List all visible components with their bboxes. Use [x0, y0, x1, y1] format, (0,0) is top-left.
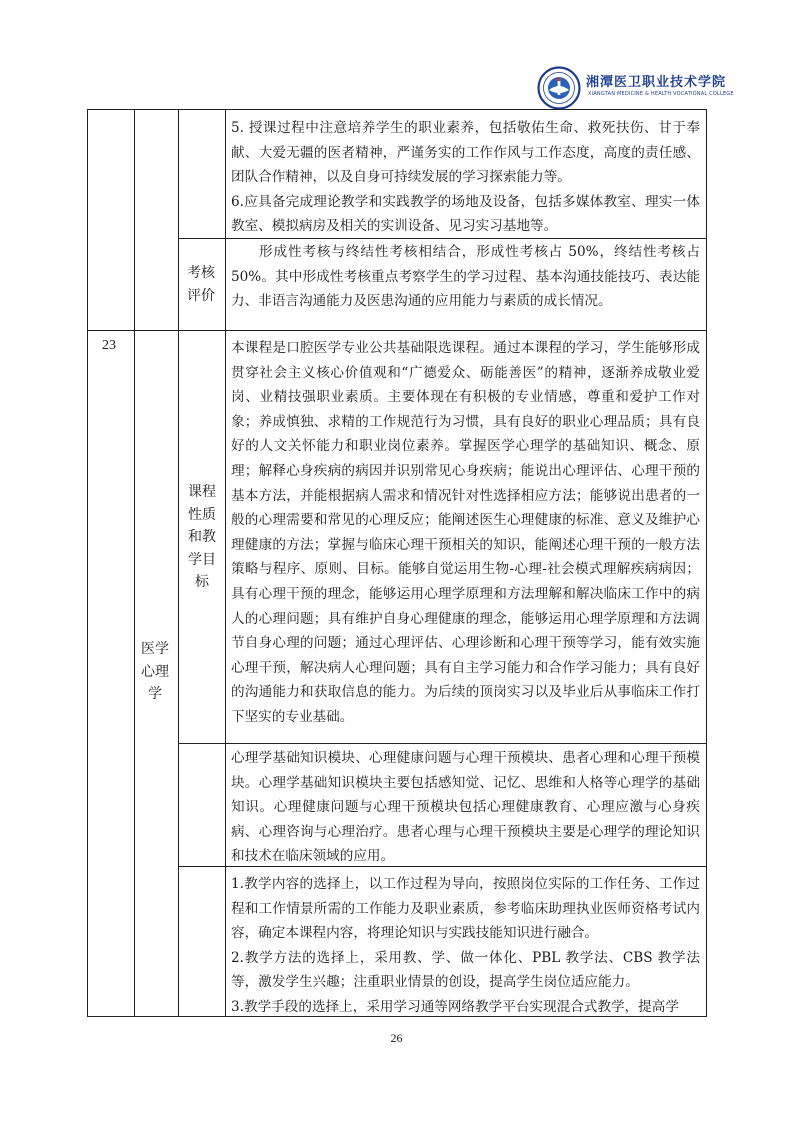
nature-and-goals-label: 课程 性质 和教 学目 标: [188, 484, 216, 590]
row-divider-3: [178, 743, 707, 744]
row-number: 23: [102, 338, 116, 353]
requirement-item: 3.教学手段的选择上，采用学习通等网络教学平台实现混合式教学，提高学: [231, 998, 679, 1015]
row-divider-2: [88, 330, 707, 331]
teaching-requirements-cell: [231, 116, 700, 239]
nature-and-goals-text: 本课程是口腔医学专业公共基础限选课程。通过本课程的学习，学生能够形成贯穿社会主义核心价值观和“广德爱众、砺能善医”的精神，逐渐养成敬业爱岗、业精技强职业素质。主要体现在有积极的专业情感，尊重和爱护工作对象；养成慎独、求精的工作规范行为习惯，具有良好的职业心理品质；具有良好的人文关怀能力和职业岗位素养。掌握医学心理学的基础知识、概念、原理；解释心身疾病的病因并识别常见心身疾病；能说出心理评估、心理干预的基本方法，并能根据病人需求和情况针对性选择相应方法；能够说出患者的一般的心理需要和常见的心理反应；能阐述医生心理健康的标准、意义及维护心理健康的方法；掌握与临床心理干预相关的知识，能阐述心理干预的一般方法策略与程序、原则、目标。能够自觉运用生物-心理-社会模式理解疾病病因；具有心理干预的理念，能够运用心理学原理和方法理解和解决临床工作中的病人的心理问题；具有维护自身心理健康的理念，能够运用心理学原理和方法调节自身心理的问题；通过心理评估、心理诊断和心理干预等学习，能有效实施心理干预，解决病人心理问题；具有自主学习能力和合作学习能力；具有良好的沟通能力和获取信息的能力。为后续的顶岗实习以及毕业后从事临床工作打下坚实的专业基础。: [231, 340, 700, 725]
assessment-text: 形成性考核与终结性考核相结合，形成性考核占 50%，终结性考核占 50%。其中形成性考核重点考察学生的学习过程、基本沟通技能技巧、表达能力、非语言沟通能力及医患沟通的应用能力与素质的成长情况。: [231, 244, 700, 310]
school-name-cn: 湘潭医卫职业技术学院: [586, 75, 727, 90]
requirement-item: 1.教学内容的选择上，以工作过程为导向，按照岗位实际的工作任务、工作过程和工作情景所需的工作能力及职业素质，参考临床助理执业医师资格考试内容，确定本课程内容，将理论知识与实践技能知识进行融合。: [231, 876, 700, 942]
teaching-requirements-cell-23: [231, 872, 700, 1020]
course-name: 医学 心理 学: [141, 641, 169, 702]
requirement-item: 5. 授课过程中注意培养学生的职业素养，包括敬佑生命、救死扶伤、甘于奉献、大爱无疆的医者精神，严谨务实的工作作风与工作态度，高度的责任感、团队合作精神，以及自身可持续发展的学习探索能力等。: [231, 120, 700, 186]
col-divider-3: [225, 110, 226, 1017]
col-divider-1: [134, 110, 135, 1017]
col-divider-2: [178, 110, 179, 1017]
school-name-en: XIANGTAN MEDICINE & HEALTH VOCATIONAL COLLEGE: [588, 91, 734, 97]
assessment-label: 考核 评价: [187, 265, 215, 304]
requirement-item: 2.教学方法的选择上，采用教、学、做一体化、PBL 教学法、CBS 教学法等，激发学生兴趣；注重职业情景的创设，提高学生岗位适应能力。: [231, 949, 700, 991]
page-number: 26: [390, 1031, 403, 1045]
college-logo: [537, 66, 581, 110]
requirement-item: 6.应具备完成理论教学和实践教学的场地及设备，包括多媒体教室、理实一体教室、模拟病房及相关的实训设备、见习实习基地等。: [231, 193, 700, 235]
course-content-text: 心理学基础知识模块、心理健康问题与心理干预模块、患者心理和心理干预模块。心理学基础知识模块主要包括感知觉、记忆、思维和人格等心理学的基础知识。心理健康问题与心理干预模块包括心理健康教育、心理应激与心身疾病、心理咨询与心理治疗。患者心理与心理干预模块主要是心理学的理论知识和技术在临床领域的应用。: [231, 750, 700, 865]
